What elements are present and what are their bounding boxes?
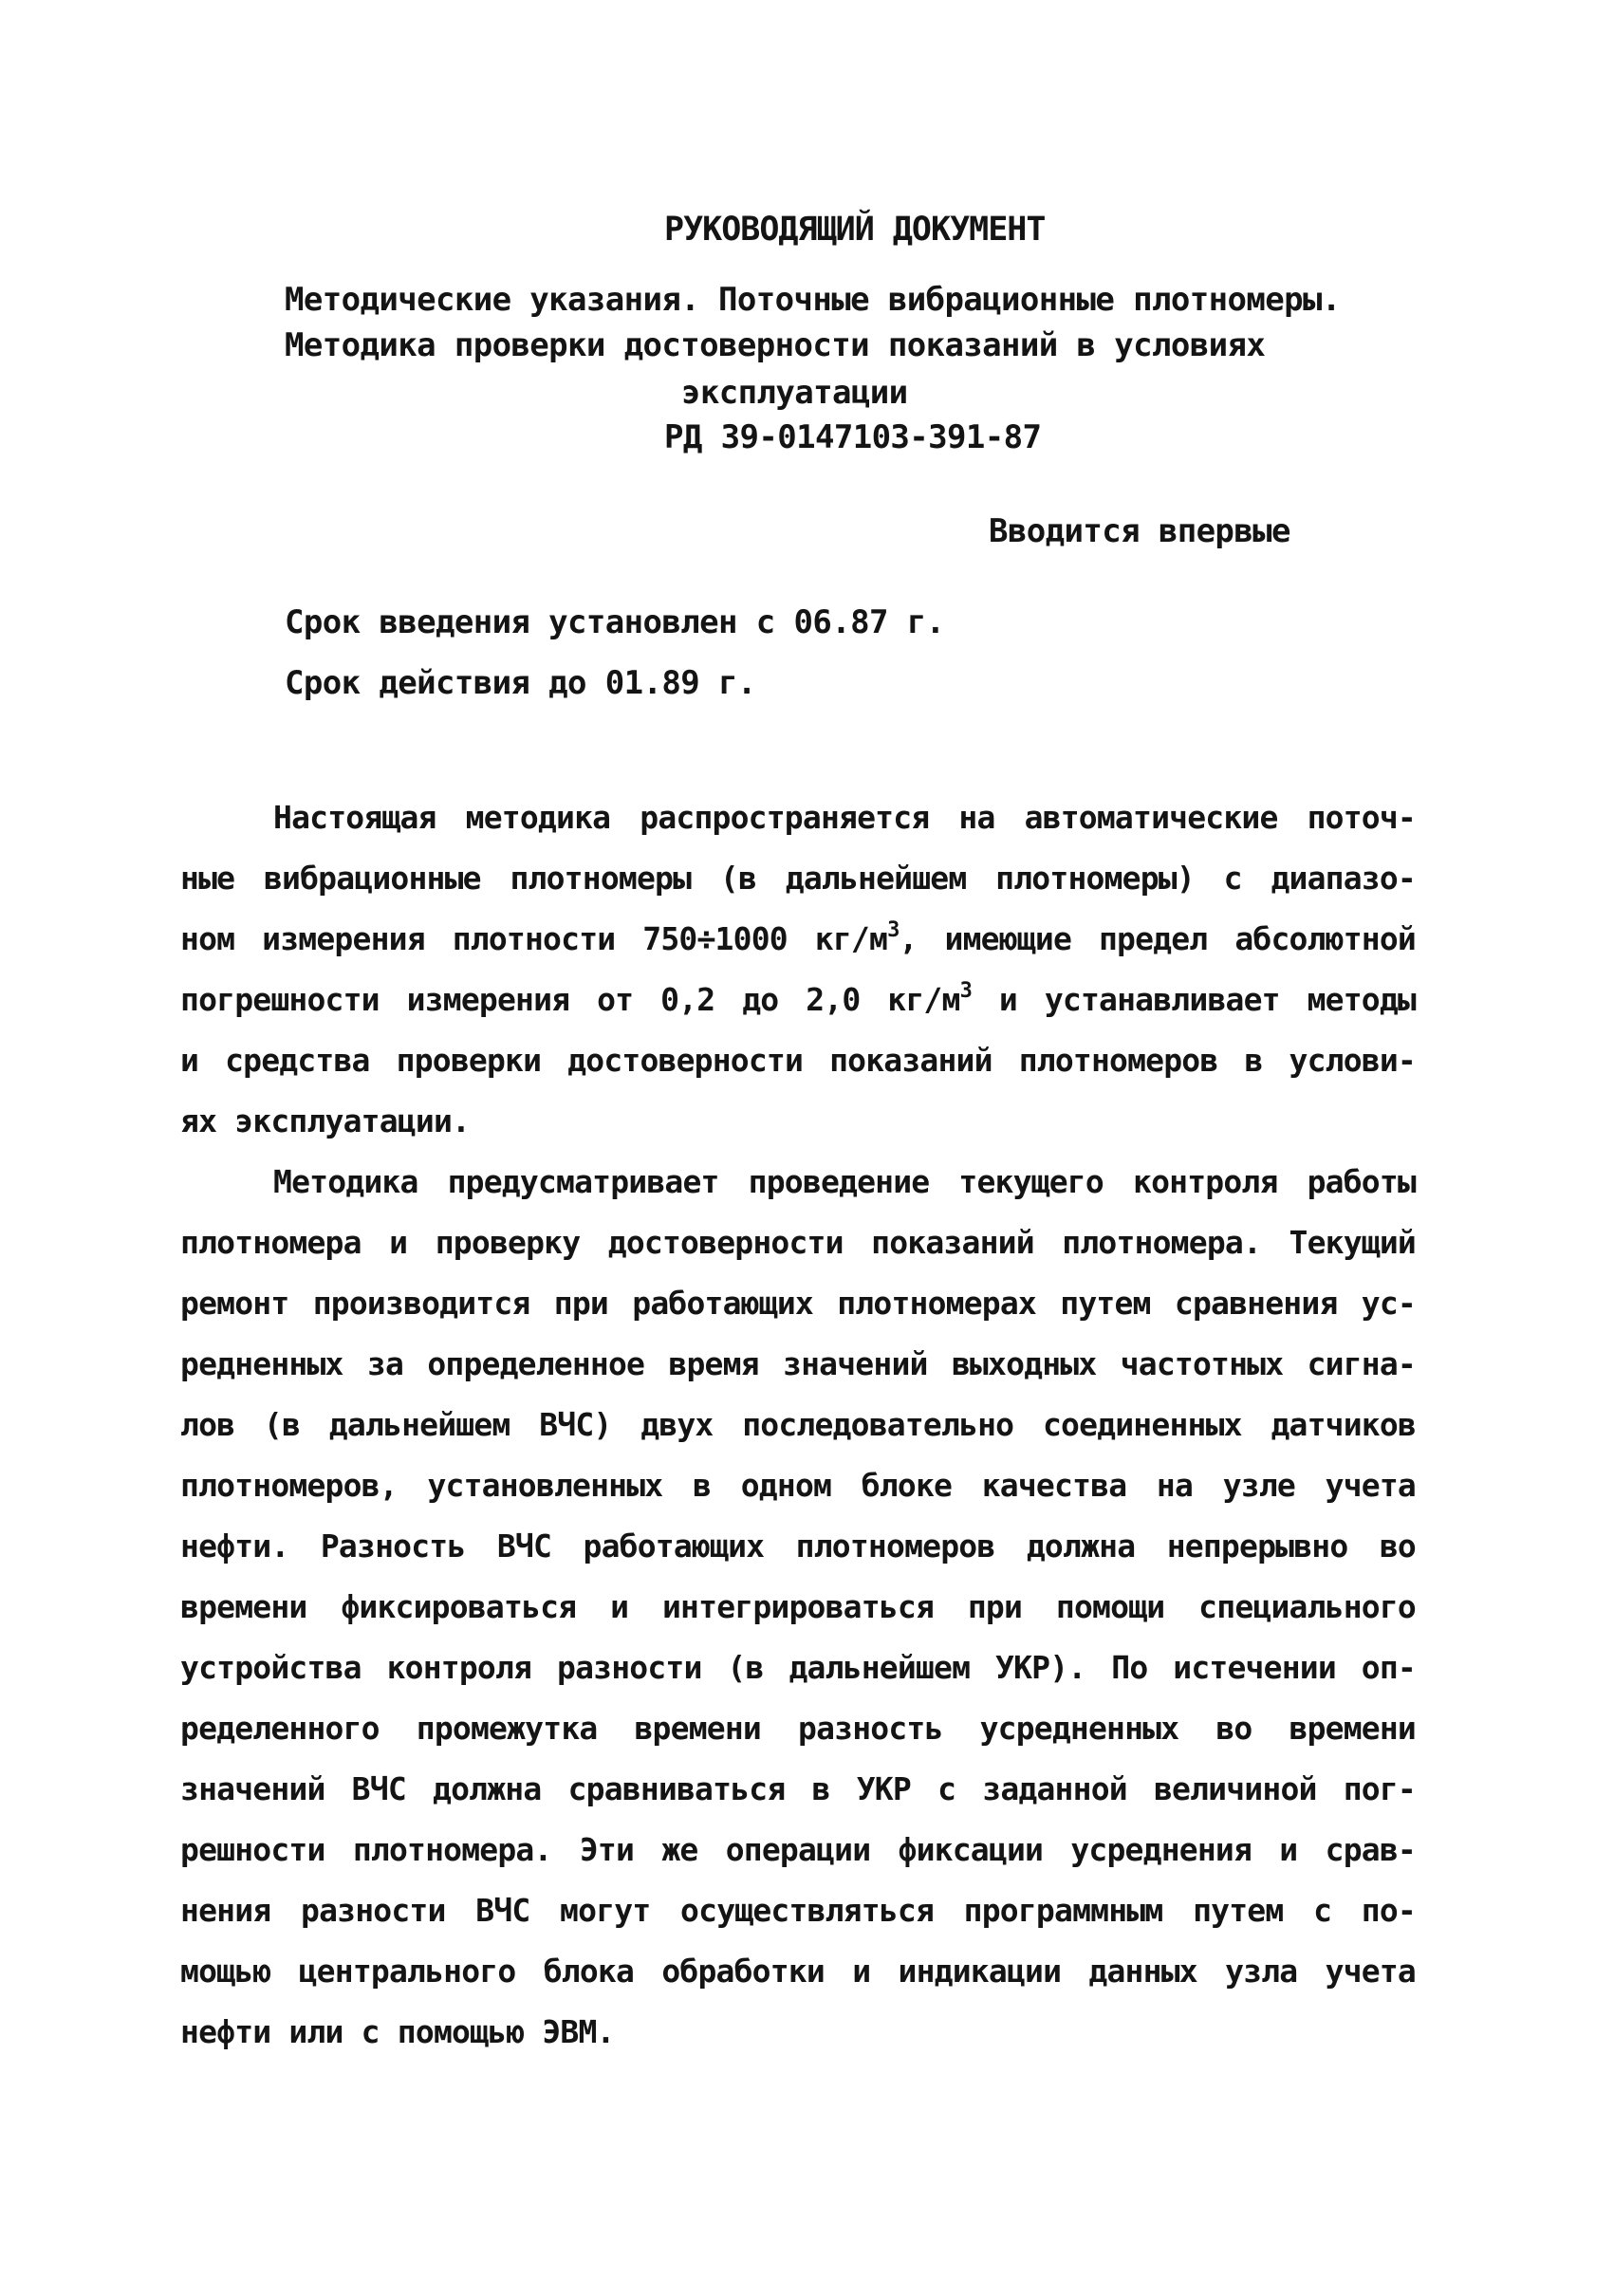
- paragraph-line: [180, 981, 1416, 1019]
- paragraph-text: ном измерения плотности 750÷1000 кг/м: [180, 920, 888, 957]
- paragraph-line: решности плотномера. Эти же операции фиксации усреднения и срав-: [180, 1831, 1416, 1868]
- paragraph-line: ределенного промежутка времени разность усредненных во времени: [180, 1710, 1416, 1747]
- paragraph-line: значений ВЧС должна сравниваться в УКР с заданной величиной пог-: [180, 1770, 1416, 1807]
- paragraph-line: Методика предусматривает проведение текущего контроля работы: [273, 1163, 1416, 1200]
- paragraph-line: Настоящая методика распространяется на автоматические поточ-: [273, 799, 1416, 836]
- paragraph-line: и средства проверки достоверности показаний плотномеров в услови-: [180, 1042, 1416, 1079]
- document-header-title: РУКОВОДЯЩИЙ ДОКУМЕНТ: [664, 211, 1046, 249]
- paragraph-line: редненных за определенное время значений выходных частотных сигна-: [180, 1345, 1416, 1382]
- paragraph-line: ные вибрационные плотномеры (в дальнейшем плотномеры) с диапазо-: [180, 860, 1416, 897]
- paragraph-line: ях эксплуатации.: [180, 1102, 471, 1139]
- intro-note: Вводится впервые: [989, 512, 1290, 550]
- superscript: 3: [887, 918, 900, 942]
- paragraph-line: нефти или с помощью ЭВМ.: [180, 2013, 615, 2050]
- paragraph-line: нения разности ВЧС могут осуществляться программным путем с по-: [180, 1892, 1416, 1929]
- paragraph-line: плотномера и проверку достоверности показаний плотномера. Текущий: [180, 1224, 1416, 1261]
- paragraph-line: нефти. Разность ВЧС работающих плотномеров должна непрерывно во: [180, 1528, 1416, 1565]
- superscript: 3: [959, 979, 973, 1003]
- paragraph-line: ремонт производится при работающих плотномерах путем сравнения ус-: [180, 1285, 1416, 1322]
- paragraph-line: плотномеров, установленных в одном блоке качества на узле учета: [180, 1467, 1416, 1504]
- document-title-line-2: Методика проверки достоверности показаний в условиях: [285, 326, 1266, 364]
- document-title-line-3: эксплуатации: [681, 374, 908, 412]
- paragraph-text: , имеющие предел абсолютной: [899, 920, 1417, 957]
- paragraph-text: погрешности измерения от 0,2 до 2,0 кг/м: [180, 981, 960, 1018]
- document-code: РД 39-0147103-391-87: [664, 418, 1042, 456]
- date-valid-until: Срок действия до 01.89 г.: [285, 664, 756, 702]
- date-introduced: Срок введения установлен с 06.87 г.: [285, 603, 945, 641]
- paragraph-line: [180, 920, 1416, 958]
- paragraph-line: лов (в дальнейшем ВЧС) двух последовательно соединенных датчиков: [180, 1406, 1416, 1443]
- document-title-line-1: Методические указания. Поточные вибрационные плотномеры.: [285, 281, 1341, 319]
- paragraph-line: времени фиксироваться и интегрироваться при помощи специального: [180, 1588, 1416, 1625]
- paragraph-text: и устанавливает методы: [972, 981, 1416, 1018]
- paragraph-line: устройства контроля разности (в дальнейшем УКР). По истечении оп-: [180, 1649, 1416, 1686]
- paragraph-line: мощью центрального блока обработки и индикации данных узла учета: [180, 1953, 1416, 1990]
